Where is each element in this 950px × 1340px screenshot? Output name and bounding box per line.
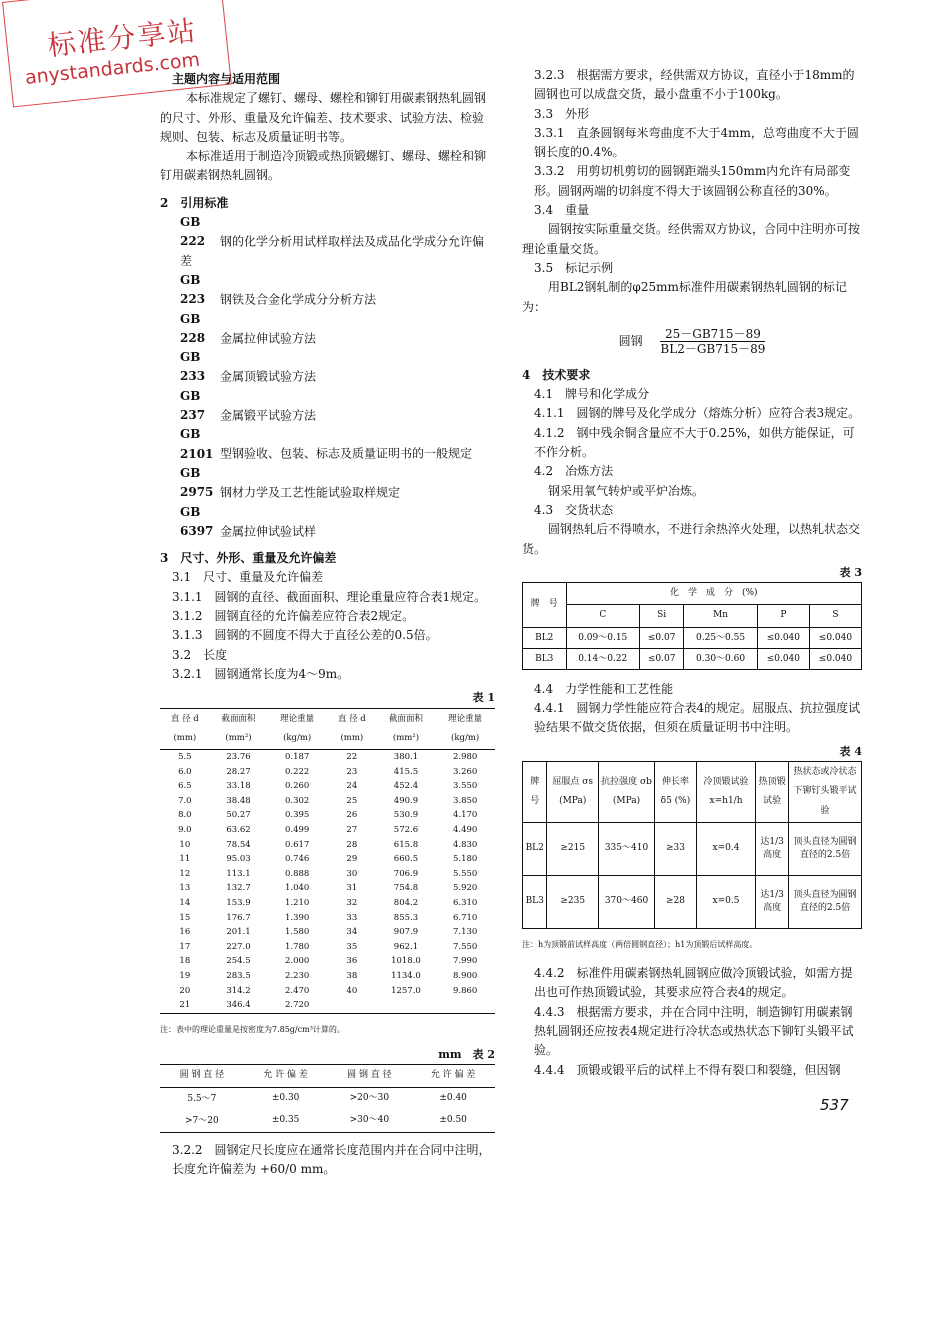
table-header: 截面面积 (mm²) <box>377 708 436 750</box>
table-header-row <box>160 1065 495 1087</box>
table-header: 抗拉强度 σb (MPa) <box>598 761 654 822</box>
section-3-title: 3 尺寸、外形、重量及允许偏差 <box>160 551 337 566</box>
clause-4-4-3: 4.4.3 根据需方要求，并在合同中注明，制造铆钉用碳素钢热轧圆钢还应按表4规定进行冷状态或热状态下铆钉头锻平试验。 <box>534 1004 854 1058</box>
table-header: P <box>757 605 809 627</box>
table-header: 理论重量 (kg/m) <box>267 708 327 750</box>
table-row <box>160 911 495 926</box>
section-1-title: 主题内容与适用范围 <box>172 72 281 86</box>
table-3 <box>522 582 862 670</box>
table-row <box>523 822 862 875</box>
table-cell: ≥235 <box>547 875 599 928</box>
table-cell: 3.850 <box>452 795 478 806</box>
table-header-row <box>160 708 495 750</box>
clause-4-3: 4.3 交货状态 <box>534 502 614 517</box>
table-header: 圆 钢 直 径 <box>160 1065 244 1087</box>
table-header: 理论重量 (kg/m) <box>435 708 495 750</box>
table-cell: 314.2 <box>226 985 251 996</box>
table-2 <box>160 1064 495 1131</box>
table-header: 允 许 偏 差 <box>244 1065 328 1087</box>
table-cell: 0.746 <box>285 854 310 865</box>
table-cell: 9.860 <box>452 985 478 996</box>
table-cell: 5.5 <box>178 752 192 763</box>
table-cell: 113.1 <box>226 868 251 879</box>
table-cell: 572.6 <box>393 825 419 836</box>
table-cell: 21 <box>179 1000 191 1011</box>
section-1-para-2: 本标准适用于制造冷顶锻或热顶锻螺钉、螺母、螺栓和铆钉用碳素钢热轧圆钢。 <box>160 149 487 183</box>
table-cell: ±0.40 <box>439 1093 467 1104</box>
table-cell: 7.990 <box>452 956 478 967</box>
table-header: 伸长率 δ5 (%) <box>655 761 697 822</box>
marking-denominator: BL2－GB715－89 <box>660 341 766 356</box>
left-column <box>160 70 495 1179</box>
table-cell: 0.302 <box>285 795 310 806</box>
table-row <box>160 838 495 853</box>
table-cell: ≤0.040 <box>757 627 809 648</box>
table-header: 牌 号 <box>523 761 547 822</box>
table-cell: BL3 <box>523 875 547 928</box>
table-cell: 2.230 <box>285 971 310 981</box>
table-cell: 254.5 <box>226 956 251 967</box>
table-cell: 7.0 <box>178 795 192 806</box>
table-cell: 0.260 <box>285 781 310 792</box>
table-cell: 19 <box>179 971 191 981</box>
table-header: 直 径 d (mm) <box>160 708 210 750</box>
table-cell: 22 <box>346 752 358 763</box>
table-cell: 7.550 <box>452 941 478 952</box>
table-cell: ±0.50 <box>439 1115 467 1126</box>
table-header: S <box>809 605 861 627</box>
clause-3-3: 3.3 外形 <box>534 106 590 121</box>
table-cell: BL3 <box>523 648 567 669</box>
table-cell: 1257.0 <box>391 985 421 996</box>
section-1-para-1: 本标准规定了螺钉、螺母、螺栓和铆钉用碳素钢热轧圆钢的尺寸、外形、重量及允许偏差、技术要求、试验方法、检验规则、包装、标志及质量证明书等。 <box>160 91 487 144</box>
table-row <box>160 794 495 809</box>
table-header: C <box>566 605 640 627</box>
table-cell: 38 <box>346 971 358 981</box>
table-cell: 27 <box>346 825 358 836</box>
table-cell: 380.1 <box>393 752 419 763</box>
clause-3-2: 3.2 长度 <box>172 647 228 662</box>
table-header: 牌 号 <box>523 583 567 628</box>
table-cell: 16 <box>179 927 191 938</box>
table-cell: 346.4 <box>226 1000 251 1011</box>
table-cell: 17 <box>179 941 191 952</box>
clause-4-2: 4.2 冶炼方法 <box>534 464 614 479</box>
reference-item: GB 222 钢的化学分析用试样取样法及成品化学成分允许偏差 <box>180 215 485 268</box>
table-cell: ≥28 <box>655 875 697 928</box>
table-row <box>160 823 495 838</box>
table-cell: 达1/3高度 <box>756 822 789 875</box>
table-header: 屈服点 σs (MPa) <box>547 761 599 822</box>
table-header-group: 化 学 成 分 (%) <box>566 583 862 605</box>
table-cell: 达1/3高度 <box>756 875 789 928</box>
clause-4-4-4: 4.4.4 顶锻或锻平后的试样上不得有裂口和裂缝，但因钢 <box>534 1062 841 1077</box>
table-cell: 490.9 <box>393 795 419 806</box>
table-cell: 370～460 <box>598 875 654 928</box>
table-cell: 1.780 <box>285 941 310 952</box>
table-cell: ≤0.040 <box>757 648 809 669</box>
clause-3-1-2: 3.1.2 圆钢直径的允许偏差应符合表2规定。 <box>172 609 415 624</box>
table-cell: 1.390 <box>285 912 310 923</box>
table-cell: 28.27 <box>226 766 251 777</box>
reference-item: GB 2975 钢材力学及工艺性能试验取样规定 <box>180 465 401 500</box>
table-cell: 15 <box>179 912 191 923</box>
table-cell: 34 <box>346 927 358 938</box>
table-cell: 0.888 <box>285 868 310 879</box>
table-cell: >7～20 <box>185 1115 219 1126</box>
table-cell: ≤0.040 <box>809 648 861 669</box>
section-2-title: 2 引用标准 <box>160 195 229 210</box>
watermark-en: anystandards.com <box>23 48 201 89</box>
table-cell: 30 <box>346 868 358 879</box>
table-cell: ≤0.040 <box>809 627 861 648</box>
clause-3-2-2: 3.2.2 圆钢定尺长度应在通常长度范围内并在合同中注明，长度允许偏差为 +60/0 mm。 <box>172 1142 491 1176</box>
table-row <box>160 852 495 867</box>
table-row <box>160 896 495 911</box>
reference-item: GB 233 金属顶锻试验方法 <box>180 350 317 384</box>
clause-4-4-1: 4.4.1 圆钢力学性能应符合表4的规定。屈服点、抗拉强度试验结果不做交货依据，但须在质量证明书中注明。 <box>534 701 861 735</box>
table-cell: 0.617 <box>285 839 310 850</box>
reference-item: GB 2101 型钢验收、包装、标志及质量证明书的一般规定 <box>180 427 473 461</box>
table-cell: 452.4 <box>393 781 419 792</box>
table-cell: 415.5 <box>393 766 419 777</box>
table-4-caption: 表 4 <box>839 744 862 758</box>
table-cell: >30～40 <box>349 1115 390 1126</box>
table-cell: ≥33 <box>655 822 697 875</box>
table-cell: 8.0 <box>178 810 192 821</box>
table-4-note: 注：h为顶锻前试样高度（两倍圆钢直径）；h1为顶锻后试样高度。 <box>522 939 758 949</box>
table-row <box>160 881 495 896</box>
marking-numerator: 25－GB715－89 <box>660 327 765 342</box>
table-cell: 10 <box>179 839 191 850</box>
reference-item: GB 237 金属锻平试验方法 <box>180 388 317 423</box>
table-header: 热顶锻试验 <box>756 761 789 822</box>
table-cell: 23.76 <box>226 752 251 763</box>
table-header: 冷顶锻试验 x=h1/h <box>696 761 755 822</box>
table-cell: x=0.4 <box>696 822 755 875</box>
table-cell: 907.9 <box>393 927 419 938</box>
table-cell: 40 <box>346 985 358 996</box>
table-cell: 7.130 <box>452 927 478 938</box>
table-cell: 530.9 <box>393 810 419 821</box>
table-cell: ≤0.07 <box>640 648 684 669</box>
table-cell: 6.310 <box>452 898 478 909</box>
table-cell: 33.18 <box>226 781 251 792</box>
table-cell <box>377 998 436 1013</box>
table-cell: 804.2 <box>393 898 419 909</box>
table-cell: 5.920 <box>452 883 478 894</box>
table-cell: 36 <box>346 956 358 967</box>
table-cell: 6.0 <box>178 766 192 777</box>
clause-4-1: 4.1 牌号和化学成分 <box>534 387 650 402</box>
table-cell: 754.8 <box>393 883 419 894</box>
table-row <box>160 940 495 955</box>
table-header: 截面面积 (mm²) <box>210 708 268 750</box>
table-cell: 20 <box>179 985 191 996</box>
table-row <box>160 969 495 984</box>
table-cell: 2.980 <box>452 752 478 763</box>
clause-3-3-2: 3.3.2 用剪切机剪切的圆钢距端头150mm内允许有局部变形。圆钢两端的切斜度不得大于该圆钢公称直径的30%。 <box>534 164 851 198</box>
clause-4-4: 4.4 力学性能和工艺性能 <box>534 681 674 696</box>
table-cell <box>327 998 377 1013</box>
table-cell <box>435 998 495 1013</box>
table-header-row <box>523 605 862 627</box>
table-cell: 13 <box>179 883 191 894</box>
table-cell: 283.5 <box>226 971 251 981</box>
table-cell: 0.499 <box>285 825 310 836</box>
table-2-caption: mm 表 2 <box>438 1048 495 1062</box>
table-cell: 0.222 <box>285 766 310 777</box>
table-cell: 3.550 <box>452 781 478 792</box>
table-1 <box>160 708 495 1013</box>
table-cell: 5.180 <box>452 854 478 865</box>
marking-fraction <box>660 327 765 356</box>
table-cell: 26 <box>346 810 358 821</box>
table-row <box>160 998 495 1013</box>
clause-4-2-para: 钢采用氧气转炉或平炉冶炼。 <box>548 483 705 498</box>
clause-3-1-3: 3.1.3 圆钢的不圆度不得大于直径公差的0.5倍。 <box>172 628 438 643</box>
table-row <box>160 867 495 882</box>
table-cell: 0.25～0.55 <box>684 627 758 648</box>
table-cell: 5.5～7 <box>187 1093 217 1104</box>
table-4 <box>522 761 862 929</box>
table-cell: 28 <box>346 839 358 850</box>
table-cell: 0.09～0.15 <box>566 627 640 648</box>
clause-3-1: 3.1 尺寸、重量及允许偏差 <box>172 570 324 585</box>
table-cell: 1134.0 <box>391 971 421 981</box>
table-cell: 2.470 <box>285 985 310 996</box>
table-cell: 95.03 <box>226 854 251 865</box>
table-cell: 153.9 <box>226 898 251 909</box>
table-cell: 25 <box>346 795 358 806</box>
table-cell: 29 <box>346 854 358 865</box>
table-cell: 顶头直径为圆钢直径的2.5倍 <box>789 822 862 875</box>
table-cell: 176.7 <box>226 912 251 923</box>
table-row <box>160 779 495 794</box>
table-header: Si <box>640 605 684 627</box>
clause-3-4: 3.4 重量 <box>534 203 590 218</box>
table-cell: 0.14～0.22 <box>566 648 640 669</box>
table-cell: 0.30～0.60 <box>684 648 758 669</box>
table-cell: 0.395 <box>285 810 310 821</box>
table-cell: 24 <box>346 781 358 792</box>
table-row <box>160 1110 495 1132</box>
table-cell: 132.7 <box>226 883 251 894</box>
table-row <box>160 1087 495 1110</box>
clause-3-4-para: 圆钢按实际重量交货。经供需双方协议，合同中注明亦可按理论重量交货。 <box>522 222 861 256</box>
watermark-cn: 标准分享站 <box>46 13 199 63</box>
marking-label: 圆钢 <box>618 333 643 348</box>
table-cell: 32 <box>346 898 358 909</box>
table-header-row <box>523 761 862 822</box>
table-cell: 18 <box>179 956 191 967</box>
table-cell: 8.900 <box>452 971 478 981</box>
clause-3-3-1: 3.3.1 直条圆钢每米弯曲度不大于4mm，总弯曲度不大于圆钢长度的0.4%。 <box>534 125 859 160</box>
clause-3-1-1: 3.1.1 圆钢的直径、截面面积、理论重量应符合表1规定。 <box>172 589 487 604</box>
table-cell: 63.62 <box>226 825 251 836</box>
table-cell: 335～410 <box>598 822 654 875</box>
table-cell: ≤0.07 <box>640 627 684 648</box>
clause-3-5: 3.5 标记示例 <box>534 260 614 275</box>
table-cell: 227.0 <box>226 941 251 952</box>
table-cell: ±0.35 <box>271 1115 300 1126</box>
table-cell: BL2 <box>523 627 567 648</box>
table-cell: 11 <box>179 854 191 865</box>
right-column <box>522 66 862 1080</box>
table-row <box>523 875 862 928</box>
table-row <box>160 984 495 999</box>
table-cell: 5.550 <box>452 868 478 879</box>
table-row <box>160 750 495 765</box>
table-cell: 2.000 <box>285 956 310 967</box>
table-cell: 顶头直径为圆钢直径的2.5倍 <box>789 875 862 928</box>
table-cell: 0.187 <box>285 752 310 763</box>
table-cell: 2.720 <box>285 1000 310 1011</box>
table-cell: 660.5 <box>393 854 419 865</box>
clause-3-2-1: 3.2.1 圆钢通常长度为4～9m。 <box>172 666 350 681</box>
table-row <box>160 954 495 969</box>
table-cell: 33 <box>346 912 358 923</box>
table-1-caption: 表 1 <box>472 691 495 705</box>
table-cell: 962.1 <box>393 941 419 952</box>
table-cell: 1.580 <box>285 927 310 938</box>
table-header: 热状态或冷状态下铆钉头锻平试验 <box>789 761 862 822</box>
clause-4-1-2: 4.1.2 钢中残余铜含量应不大于0.25%，如供方能保证，可不作分析。 <box>534 425 855 460</box>
table-cell: ≥215 <box>547 822 599 875</box>
table-header: 圆 钢 直 径 <box>328 1065 412 1087</box>
table-row <box>523 648 862 669</box>
table-header-row <box>523 583 862 605</box>
table-cell: 14 <box>179 898 191 909</box>
table-cell: 4.170 <box>452 810 478 821</box>
table-cell: 6.710 <box>452 912 478 923</box>
clause-4-3-para: 圆钢热轧后不得喷水，不进行余热淬火处理，以热轧状态交货。 <box>522 522 861 556</box>
table-cell: 12 <box>179 868 191 879</box>
table-cell: ±0.30 <box>271 1093 300 1104</box>
table-cell: 615.8 <box>393 839 419 850</box>
table-header: Mn <box>684 605 758 627</box>
table-cell: 855.3 <box>393 912 419 923</box>
table-cell: 35 <box>346 941 358 952</box>
table-row <box>160 808 495 823</box>
table-row <box>523 627 862 648</box>
table-cell: 4.490 <box>452 825 478 836</box>
reference-item: GB 223 钢铁及合金化学成分分析方法 <box>180 272 377 307</box>
table-cell: 38.48 <box>226 795 251 806</box>
table-cell: 706.9 <box>393 868 419 879</box>
table-cell: 50.27 <box>226 810 251 821</box>
table-1-note: 注：表中的理论重量是按密度为7.85g/cm³计算的。 <box>160 1024 345 1034</box>
table-cell: 78.54 <box>226 839 251 850</box>
table-cell: 1.210 <box>285 898 310 909</box>
table-cell: >20～30 <box>349 1093 390 1104</box>
table-1-body <box>160 750 495 1013</box>
table-row <box>160 765 495 780</box>
table-cell: 3.260 <box>452 766 478 777</box>
table-header: 直 径 d (mm) <box>327 708 377 750</box>
table-cell: 6.5 <box>178 781 192 792</box>
table-header: 允 许 偏 差 <box>411 1065 495 1087</box>
clause-4-4-2: 4.4.2 标准件用碳素钢热轧圆钢应做冷顶锻试验，如需方提出也可作热顶锻试验，其要求应符合表4的规定。 <box>534 966 853 1000</box>
clause-4-1-1: 4.1.1 圆钢的牌号及化学成分（熔炼分析）应符合表3规定。 <box>534 406 861 421</box>
marking-example <box>522 327 862 356</box>
section-4-title: 4 技术要求 <box>522 367 591 382</box>
table-cell: 1.040 <box>285 883 310 894</box>
reference-item: GB 228 金属拉伸试验方法 <box>180 311 317 345</box>
table-cell: 9.0 <box>178 825 192 836</box>
reference-item: GB 6397 金属拉伸试验试样 <box>180 504 317 538</box>
table-cell: 4.830 <box>452 839 478 850</box>
table-cell: 31 <box>346 883 358 894</box>
reference-list <box>160 213 495 541</box>
table-cell: x=0.5 <box>696 875 755 928</box>
table-3-caption: 表 3 <box>839 565 862 579</box>
table-cell: 23 <box>346 766 358 777</box>
table-row <box>160 925 495 940</box>
table-cell: 201.1 <box>226 927 251 938</box>
page-number: 537 <box>820 1096 849 1114</box>
clause-3-2-3: 3.2.3 根据需方要求，经供需双方协议，直径小于18mm的圆钢也可以成盘交货，最小盘重不小于100kg。 <box>534 68 855 102</box>
table-cell: BL2 <box>523 822 547 875</box>
table-cell: 1018.0 <box>391 956 421 967</box>
clause-3-5-para: 用BL2钢轧制的φ25mm标准件用碳素钢热轧圆钢的标记为： <box>522 280 847 314</box>
